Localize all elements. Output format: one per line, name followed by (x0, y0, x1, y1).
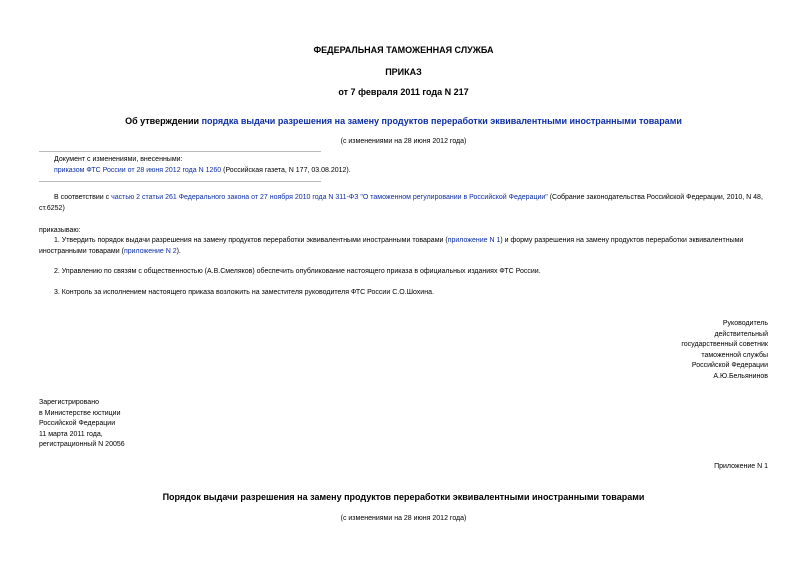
registration-line-1: Зарегистрировано (39, 399, 99, 406)
agency-name: ФЕДЕРАЛЬНАЯ ТАМОЖЕННАЯ СЛУЖБА (313, 45, 494, 55)
preamble-text-1: В соответствии с (54, 194, 112, 201)
divider-bottom (39, 181, 321, 182)
signature-line-3: государственный советник (681, 341, 768, 349)
doc-title (0, 116, 807, 127)
changes-link[interactable]: приказом ФТС России от 28 июня 2012 года N 1260 (54, 167, 222, 174)
amend-note: (с изменениями на 28 июня 2012 года) (340, 138, 467, 145)
item-3: 3. Контроль за исполнением настоящего приказа возложить на заместителя руководителя ФТС России С.О.Шохина. (54, 289, 434, 296)
appendix-2-link[interactable]: приложение N 2 (123, 247, 177, 255)
registration-line-2: в Министерстве юстиции (39, 409, 121, 417)
preamble (39, 193, 769, 214)
appendix-note: (с изменениями на 28 июня 2012 года) (340, 515, 467, 522)
signature-line-5: Российской Федерации (691, 362, 768, 370)
appendix-label: Приложение N 1 (714, 463, 768, 470)
item-2: 2. Управлению по связям с общественностью (А.В.Смеляков) обеспечить опубликование настоящего приказа в официальных изданиях ФТС России. (54, 268, 541, 275)
registration-line-3: Российской Федерации (39, 420, 116, 428)
changes-source: (Российская газета, N 177, 03.08.2012). (221, 167, 351, 174)
signature-name: А.Ю.Бельянинов (713, 372, 768, 380)
doc-type: ПРИКАЗ (385, 67, 422, 77)
registration-block (39, 398, 125, 451)
signature-line-2: действительный (714, 330, 768, 338)
item-1-text-2: ) и форму разрешения на замену продуктов переработки эквивалентными иностранными товарами ( (39, 237, 744, 255)
registration-line-4: 11 марта 2011 года, (39, 430, 103, 438)
item-1-text-1: 1. Утвердить порядок выдачи разрешения на замену продуктов переработки эквивалентными иностранными товарами ( (54, 237, 448, 244)
appendix-title: Порядок выдачи разрешения на замену продуктов переработки эквивалентными иностранными товарами (162, 492, 645, 502)
doc-title-prefix: Об утверждении (125, 116, 202, 126)
changes-label: Документ с изменениями, внесенными: (54, 156, 183, 163)
doc-title-link[interactable]: порядка выдачи разрешения на замену продуктов переработки эквивалентными иностранными товарами (201, 116, 682, 126)
signature-line-4: таможенной службы (701, 351, 768, 359)
item-1 (39, 236, 769, 257)
appendix-1-link[interactable]: приложение N 1 (447, 237, 501, 244)
divider-top (39, 151, 321, 152)
order-word: приказываю: (39, 227, 81, 234)
preamble-law-link[interactable]: частью 2 статьи 261 Федерального закона от 27 ноября 2010 года N 311-ФЗ "О таможенном регулировании в Российской Федерации" (111, 194, 548, 201)
doc-date-number: от 7 февраля 2011 года N 217 (338, 87, 469, 97)
item-1-text-3: ). (176, 247, 181, 255)
registration-number: регистрационный N 20056 (39, 441, 125, 449)
changes-line (54, 166, 351, 175)
signature-line-1: Руководитель (722, 320, 768, 327)
preamble-text-2: (Собрание законодательства Российской Федерации, 2010, N 48, ст.6252) (39, 194, 763, 212)
signature-block (681, 319, 768, 383)
